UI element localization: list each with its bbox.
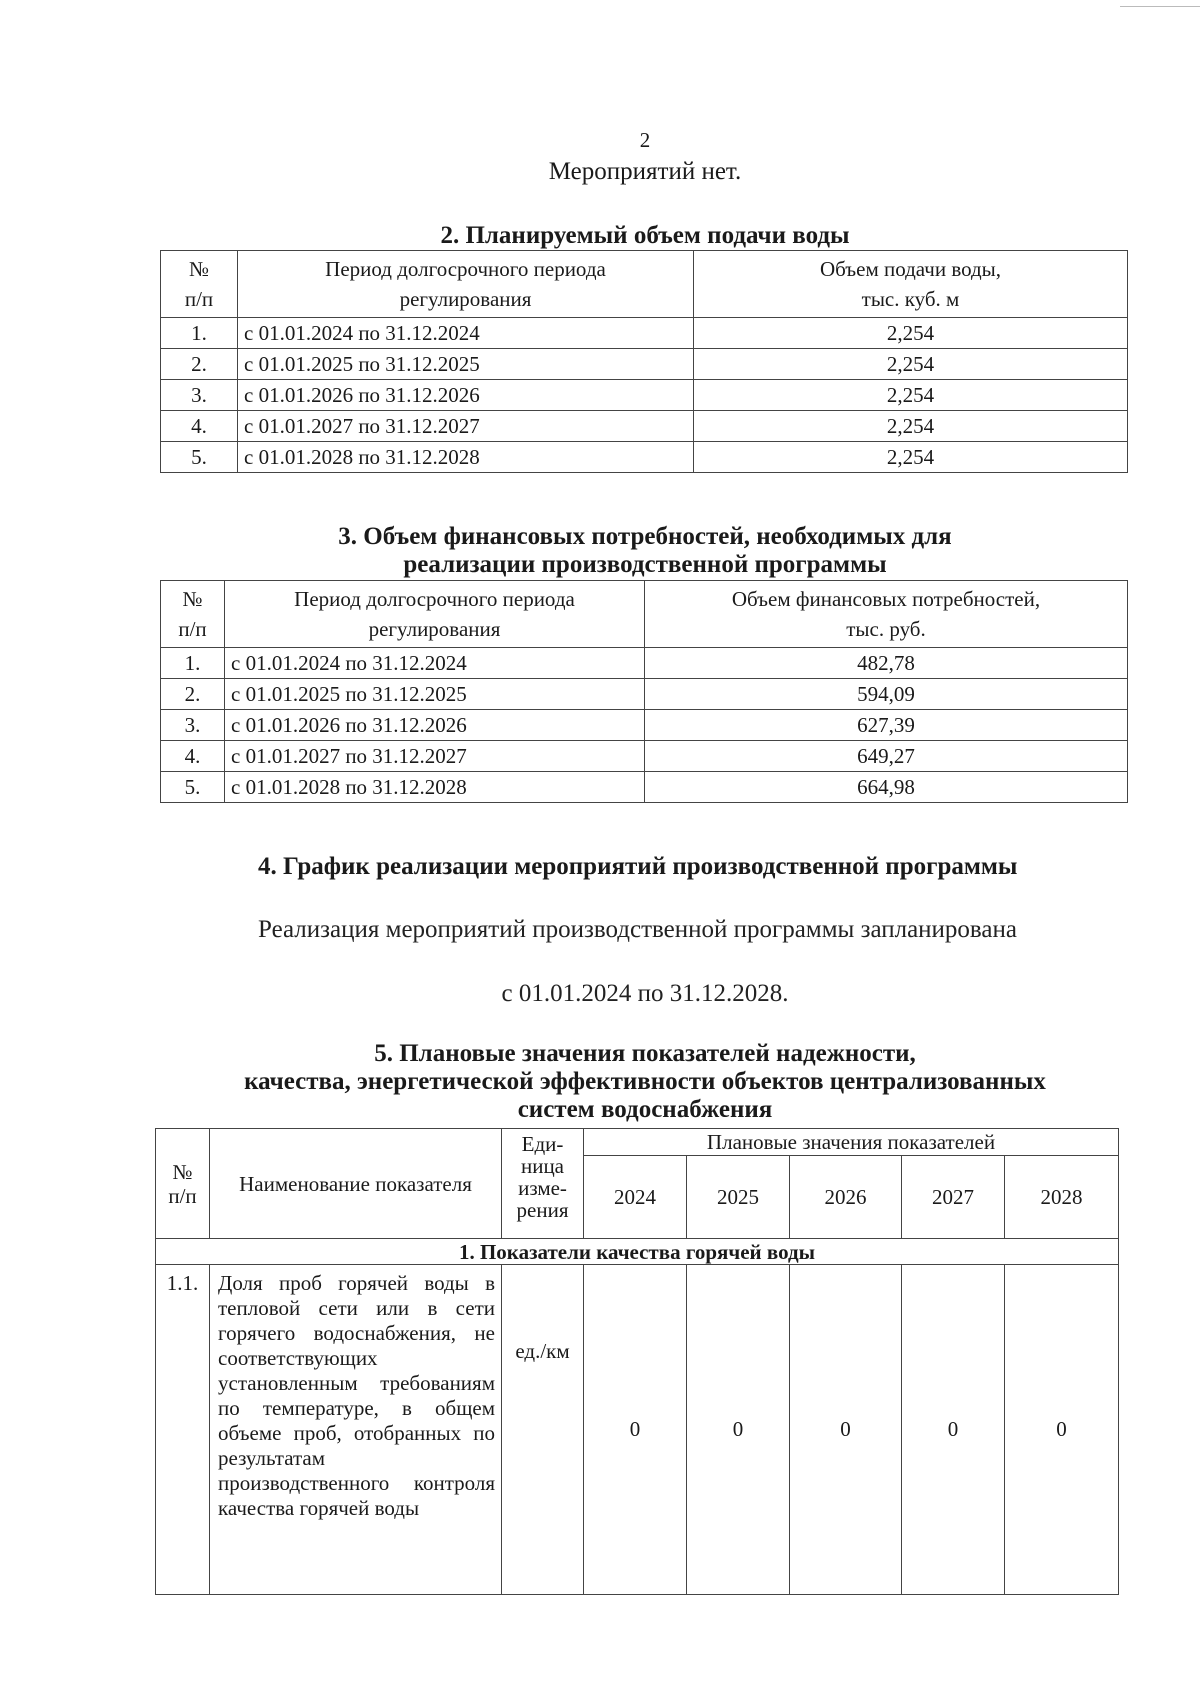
section3-title-line1: 3. Объем финансовых потребностей, необходимых для — [338, 523, 952, 550]
group-title: 1. Показатели качества горячей воды — [156, 1239, 1119, 1265]
header-year: 2025 — [687, 1156, 790, 1239]
table-group-row — [156, 1239, 1119, 1265]
table-row: 2. с 01.01.2025 по 31.12.2025 594,09 — [161, 679, 1128, 710]
table-row: 2. с 01.01.2025 по 31.12.2025 2,254 — [161, 349, 1128, 380]
table-row: 4. с 01.01.2027 по 31.12.2027 649,27 — [161, 741, 1128, 772]
section5-title — [160, 1040, 1130, 1124]
indicators-table — [155, 1128, 1119, 1595]
section5-title-line1: 5. Плановые значения показателей надежности, — [374, 1040, 916, 1067]
header-num: № п/п — [161, 581, 225, 648]
table-row: 4. с 01.01.2027 по 31.12.2027 2,254 — [161, 411, 1128, 442]
water-supply-table — [160, 250, 1128, 473]
header-value: Объем финансовых потребностей, тыс. руб. — [645, 581, 1128, 648]
header-year: 2024 — [584, 1156, 687, 1239]
header-year: 2027 — [902, 1156, 1005, 1239]
table-header-row — [161, 251, 1128, 318]
row-num: 1.1. — [156, 1265, 210, 1595]
header-year: 2026 — [790, 1156, 902, 1239]
section2-title: 2. Планируемый объем подачи воды — [440, 222, 850, 249]
header-name: Наименование показателя — [210, 1129, 502, 1239]
intro-text: Мероприятий нет. — [548, 158, 742, 185]
page-number: 2 — [639, 128, 651, 152]
header-num: № п/п — [156, 1129, 210, 1239]
table-row: 5. с 01.01.2028 по 31.12.2028 664,98 — [161, 772, 1128, 803]
table-row — [156, 1265, 1119, 1595]
table-row: 3. с 01.01.2026 по 31.12.2026 2,254 — [161, 380, 1128, 411]
scan-edge-line — [1120, 6, 1200, 7]
value-cell: 0 — [584, 1265, 687, 1595]
header-planned-values: Плановые значения показателей — [584, 1129, 1119, 1156]
value-cell: 0 — [1005, 1265, 1119, 1595]
section5-title-line3: систем водоснабжения — [517, 1096, 773, 1123]
section4-text-line1: Реализация мероприятий производственной программы запланирована — [258, 916, 1017, 943]
header-unit: Еди- ница изме- рения — [502, 1129, 584, 1239]
section5-title-line2: качества, энергетической эффективности объектов централизованных — [244, 1068, 1046, 1095]
header-period: Период долгосрочного периода регулирования — [238, 251, 694, 318]
value-cell: 0 — [902, 1265, 1005, 1595]
table-header-row — [161, 581, 1128, 648]
table-row: 5. с 01.01.2028 по 31.12.2028 2,254 — [161, 442, 1128, 473]
section4-text-line2: с 01.01.2024 по 31.12.2028. — [501, 980, 789, 1007]
header-period: Период долгосрочного периода регулирования — [225, 581, 645, 648]
header-value: Объем подачи воды, тыс. куб. м — [694, 251, 1128, 318]
table-row: 1. с 01.01.2024 по 31.12.2024 2,254 — [161, 318, 1128, 349]
section4-title: 4. График реализации мероприятий производственной программы — [258, 853, 1018, 880]
header-num: № п/п — [161, 251, 238, 318]
table-row: 1. с 01.01.2024 по 31.12.2024 482,78 — [161, 648, 1128, 679]
section3-title-line2: реализации производственной программы — [403, 551, 887, 578]
value-cell: 0 — [790, 1265, 902, 1595]
indicator-name: Доля проб горячей воды в тепловой сети или в сети горячего водоснабжения, не соответствующих установленным требованиям по температуре, в общем объеме проб, отобранных по результатам производственного контроля качества горячей воды — [210, 1265, 502, 1595]
table-header-row — [156, 1129, 1119, 1156]
value-cell: 0 — [687, 1265, 790, 1595]
header-year: 2028 — [1005, 1156, 1119, 1239]
section3-title — [160, 523, 1130, 579]
table-row: 3. с 01.01.2026 по 31.12.2026 627,39 — [161, 710, 1128, 741]
financial-needs-table — [160, 580, 1128, 803]
indicator-unit: ед./км — [502, 1265, 584, 1595]
